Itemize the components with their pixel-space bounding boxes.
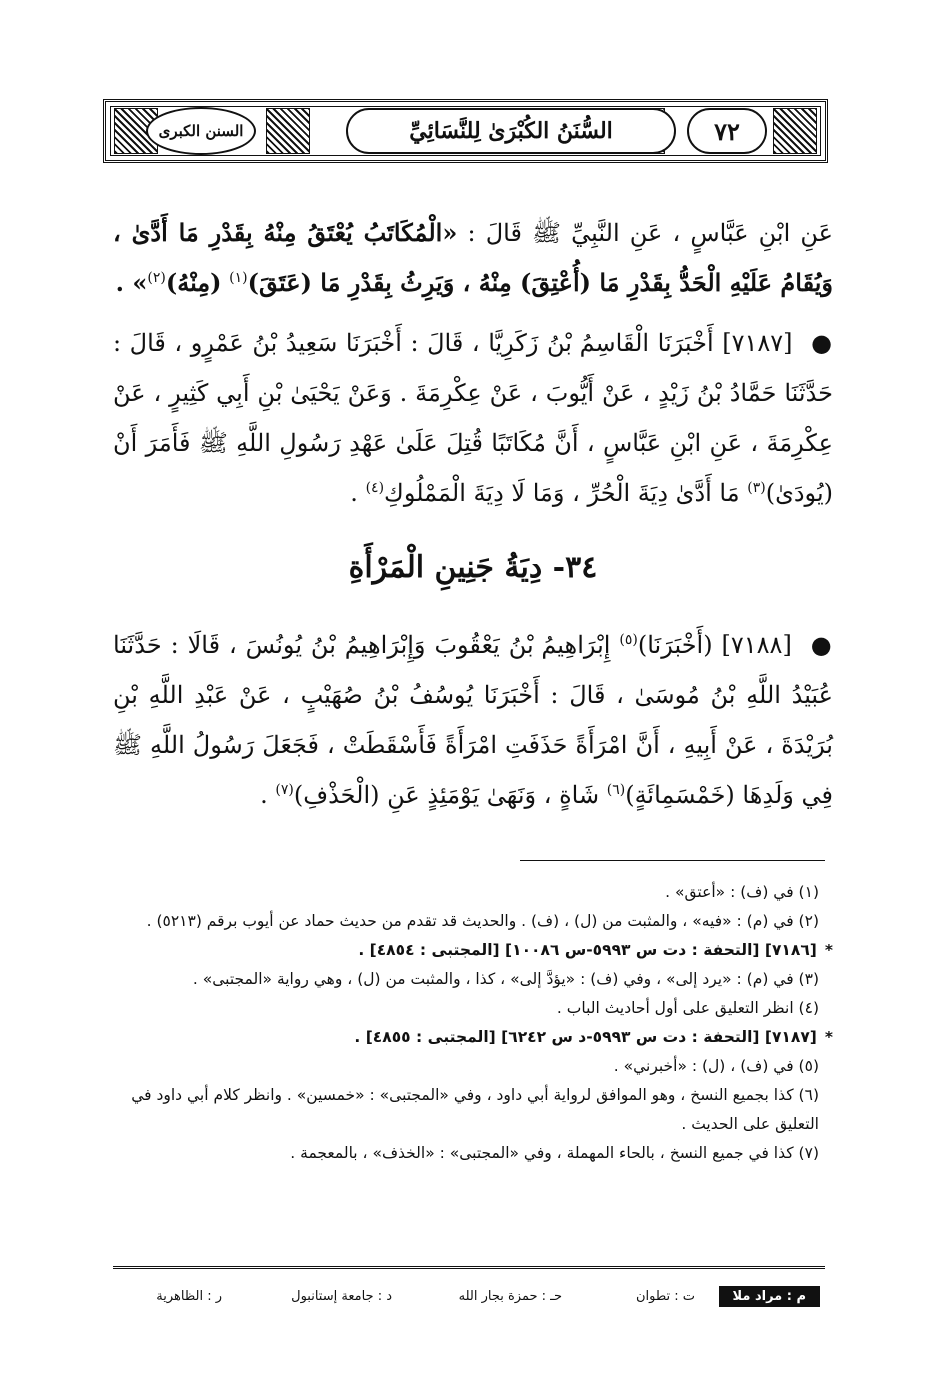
- footnote-ref: (٦): [606, 782, 626, 798]
- asterisk-icon: *: [824, 1028, 833, 1046]
- book-seal-logo: [146, 107, 256, 155]
- page-number-box: [687, 108, 767, 154]
- bullet-icon: ●: [811, 328, 833, 357]
- hadith-quote: «الْمُكَاتَبُ يُعْتَقُ مِنْهُ بِقَدْرِ مَا أَدَّىٰ ، وَيُقَامُ عَلَيْهِ الْحَدُّ بِقَدْرِ مَا (أُعْتِقَ) مِنْهُ ، وَيَرِثُ بِقَدْرِ مَا (عَتَقَ): [113, 218, 833, 297]
- book-title: السُّنَنُ الكُبْرَىٰ لِلنَّسَائِيِّ: [409, 118, 613, 144]
- footnote-ref: (٤): [365, 480, 385, 496]
- footnote-3: (٣) في (م) : «يرد إلى» ، وفي (ف) : «يؤدَّ إلى» ، كذا ، والمثبت من (ل) ، وهي رواية «المجتبى» .: [192, 970, 819, 988]
- takhrij-7186: [113, 936, 833, 965]
- bottom-separator: [113, 1266, 825, 1269]
- legend-item: ر : الظاهرية: [156, 1289, 222, 1304]
- hadith-text: إِبْرَاهِيمُ بْنُ يَعْقُوبَ وَإِبْرَاهِيمُ بْنُ يُونُسَ ، قَالَا : حَدَّثَنَا عُبَيْدُ اللَّهِ بْنُ مُوسَىٰ ، قَالَ : أَخْبَرَنَا يُوسُفُ بْنُ صُهَيْبٍ ، عَنْ عَبْدِ اللَّهِ بْنِ بُرَيْدَةَ ، عَنْ أَبِيهِ ، أَنَّ امْرَأَةً حَذَفَتِ امْرَأَةً فَأَسْقَطَتْ ، فَجَعَلَ رَسُولُ اللَّهِ ﷺ فِي وَلَدِهَا (خَمْسَمِائَةٍ): [113, 631, 833, 809]
- legend-item: حـ : حمزة بجار الله: [458, 1289, 562, 1304]
- legend-badge: م : مراد ملا: [719, 1286, 821, 1307]
- header-ornament: [266, 108, 310, 154]
- seal-text: السنن الكبرى: [158, 122, 244, 140]
- hadith-quote: (مِنْهُ): [165, 268, 222, 297]
- takhrij-text: [٧١٨٧] [التحفة : دت س ٥٩٩٣-د س ٦٢٤٢] [المجتبى : ٤٨٥٥] .: [354, 1028, 817, 1046]
- footnote-4: (٤) انظر التعليق على أول أحاديث الباب .: [556, 999, 819, 1017]
- footnotes-block: [113, 878, 833, 1168]
- paragraph-continuation: [113, 208, 833, 308]
- takhrij-text: [٧١٨٦] [التحفة : دت س ٥٩٩٣-س ١٠٠٨٦] [المجتبى : ٤٨٥٤] .: [358, 941, 817, 959]
- footnote-6: (٦) كذا بجميع النسخ ، وهو الموافق لرواية أبي داود ، وفي «المجتبى» : «خمسين» . وانظر كلام أبي داود في التعليق على الحديث .: [131, 1086, 819, 1133]
- footnote-separator: [520, 860, 825, 861]
- hadith-7188: [113, 620, 833, 820]
- takhrij-7187: [113, 1023, 833, 1052]
- narration-opening: أَخْبَرَنَا: [657, 329, 714, 357]
- asterisk-icon: *: [824, 941, 833, 959]
- footnote-7: (٧) كذا في جميع النسخ ، بالحاء المهملة ، وفي «المجتبى» : «الخذف» ، بالمعجمة .: [290, 1144, 819, 1162]
- hadith-text: شَاةٍ ، وَنَهَىٰ يَوْمَئِذٍ عَنِ (الْحَذْفِ): [293, 781, 600, 809]
- hadith-end: .: [260, 781, 276, 809]
- page-header-banner: [103, 99, 828, 163]
- footnote-ref: (٧): [275, 782, 294, 798]
- hadith-7187: [113, 318, 833, 518]
- hadith-end: .: [350, 479, 366, 507]
- narration-opening: (أَخْبَرَنَا): [637, 631, 713, 659]
- header-ornament: [773, 108, 817, 154]
- book-title-box: [346, 108, 676, 154]
- footnote-5: (٥) في (ف) ، (ل) : «أخبرني» .: [613, 1057, 819, 1075]
- footnote-ref: (٢): [147, 270, 166, 286]
- footnote-2: (٢) في (م) : «فيه» ، والمثبت من (ل) ، (ف) . والحديث قد تقدم من حديث حماد عن أيوب برقم (٥٢١٣) .: [146, 912, 819, 930]
- bullet-icon: ●: [810, 630, 833, 659]
- hadith-number: [٧١٨٧]: [722, 329, 793, 357]
- hadith-text: عَنِ ابْنِ عَبَّاسٍ ، عَنِ النَّبِيِّ ﷺ قَالَ :: [467, 219, 833, 247]
- page-number: ٧٢: [714, 116, 740, 146]
- footnote-ref: (٣): [747, 480, 766, 496]
- legend-item: ت : تطوان: [635, 1289, 695, 1304]
- hadith-text: مَا أَدَّىٰ دِيَةَ الْحُرِّ ، وَمَا لَا دِيَةَ الْمَمْلُوكِ: [384, 479, 740, 507]
- footnote-ref: (٥): [619, 632, 638, 648]
- legend-item: د : جامعة إستانبول: [291, 1289, 392, 1304]
- hadith-number: [٧١٨٨]: [721, 631, 792, 659]
- footnote-1: (١) في (ف) : «أعتق» .: [665, 883, 819, 901]
- hadith-quote-end: » .: [115, 268, 148, 297]
- footnote-ref: (١): [229, 270, 248, 286]
- hadith-text: الْقَاسِمُ بْنُ زَكَرِيَّا ، قَالَ : أَخْبَرَنَا سَعِيدُ بْنُ عَمْرٍو ، قَالَ : حَدَّثَنَا حَمَّادُ بْنُ زَيْدٍ ، عَنْ أَيُّوبَ ، عَنْ عِكْرِمَةَ . وَعَنْ يَحْيَىٰ بْنِ أَبِي كَثِيرٍ ، عَنْ عِكْرِمَةَ ، عَنِ ابْنِ عَبَّاسٍ ، أَنَّ مُكَاتَبًا قُتِلَ عَلَىٰ عَهْدِ رَسُولِ اللَّهِ ﷺ فَأَمَرَ أَنْ (يُودَىٰ): [113, 329, 833, 507]
- manuscript-legend: [140, 1286, 820, 1312]
- section-heading: ٣٤- دِيَةُ جَنِينِ الْمَرْأَةِ: [348, 550, 598, 585]
